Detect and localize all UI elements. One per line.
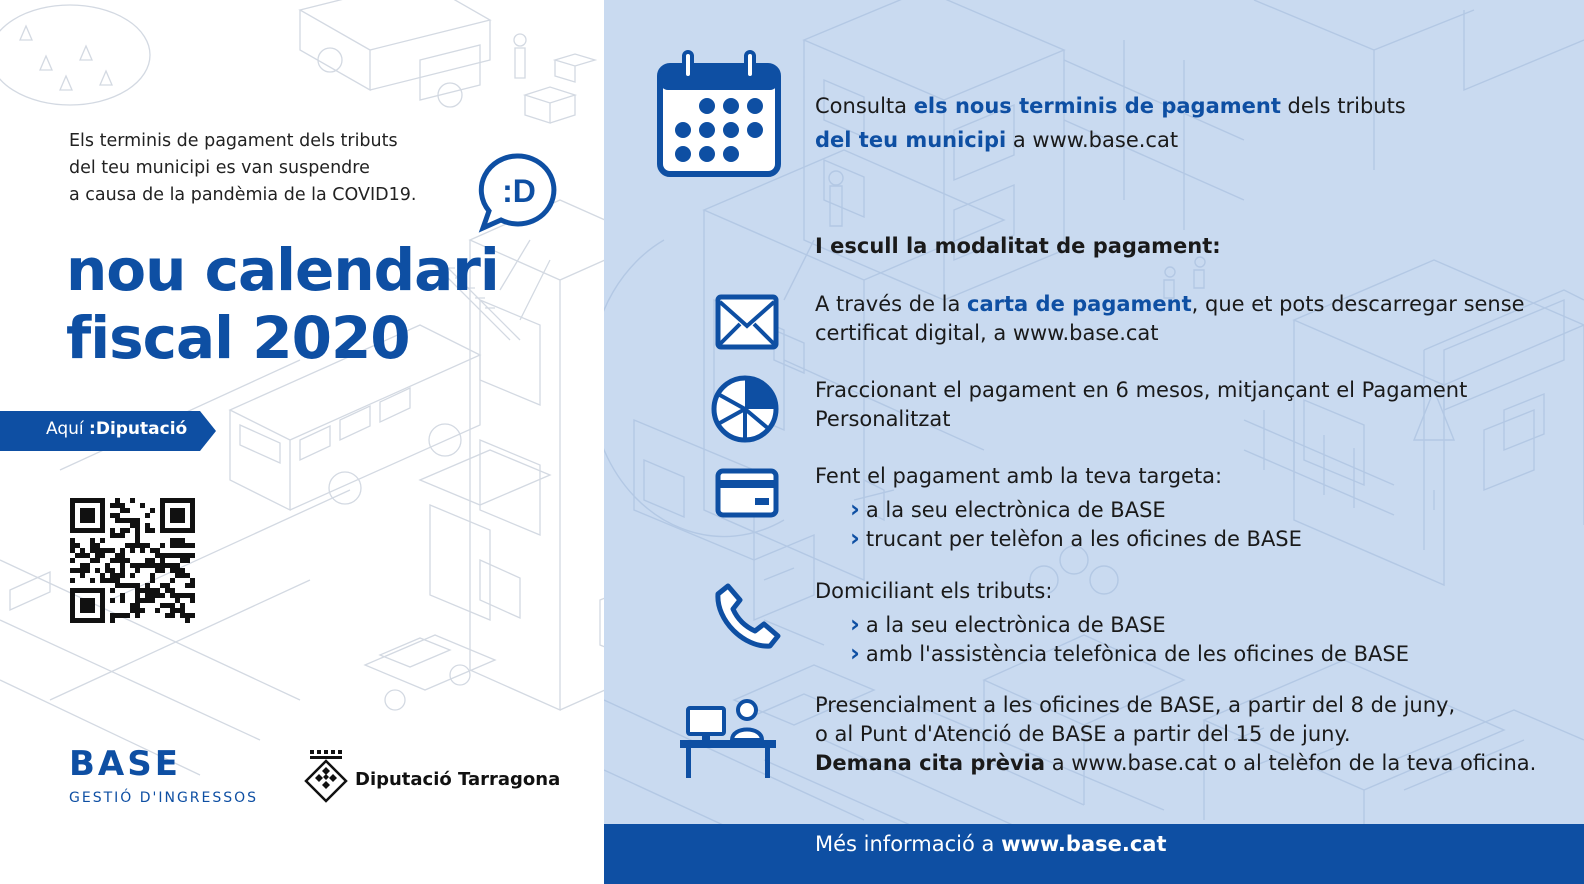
domiciliant-item: › a la seu electrònica de BASE — [850, 610, 1166, 640]
consulta-pre: Consulta — [815, 94, 914, 118]
title-line: nou calendari — [66, 236, 499, 304]
left-panel — [0, 0, 612, 884]
pie-chart-icon — [710, 374, 780, 444]
envelope-icon — [715, 294, 779, 350]
base-logo: BASE — [69, 744, 181, 784]
targeta-item: › a la seu electrònica de BASE — [850, 495, 1166, 525]
diputacio-name: Diputació Tarragona — [355, 769, 561, 790]
fraccionant-line-1: Fraccionant el pagament en 6 mesos, mitjançant el Pagament — [815, 378, 1468, 402]
presencial-line-1: Presencialment a les oficines de BASE, a partir del 8 de juny, — [815, 693, 1456, 717]
carta-post: , que et pots descarregar sense — [1191, 292, 1525, 316]
footer-pre: Més informació a — [815, 832, 1002, 856]
targeta-item: › trucant per telèfon a les oficines de BASE — [850, 524, 1302, 554]
cita-previa: Demana cita prèvia — [815, 751, 1046, 775]
modalitat-heading: I escull la modalitat de pagament: — [815, 234, 1221, 258]
consulta-line-1 — [815, 92, 1406, 121]
domiciliant-item: › amb l'assistència telefònica de les oficines de BASE — [850, 639, 1409, 669]
page-title — [66, 236, 499, 372]
intro-line: del teu municipi es van suspendre — [69, 158, 370, 178]
consulta-highlight: els nous terminis de pagament — [913, 94, 1281, 118]
intro-text — [69, 128, 429, 209]
intro-line: Els terminis de pagament dels tributs — [69, 131, 398, 151]
aqui-brand: :Diputació — [89, 419, 188, 439]
consulta-highlight-2: del teu municipi — [815, 128, 1007, 152]
office-desk-icon — [678, 698, 778, 780]
domiciliant-heading: Domiciliant els tributs: — [815, 579, 1053, 603]
carta-pre: A través de la — [815, 292, 968, 316]
aqui-diputacio-label — [46, 419, 187, 439]
chat-bubble-icon — [474, 152, 560, 234]
presencial-line-3 — [815, 749, 1536, 778]
fraccionant-line-2: Personalitzat — [815, 407, 951, 431]
carta-line-1 — [815, 290, 1525, 319]
targeta-heading: Fent el pagament amb la teva targeta: — [815, 464, 1223, 488]
calendar-icon — [656, 50, 782, 178]
qr-code[interactable] — [70, 498, 195, 623]
presencial-post: a www.base.cat o al telèfon de la teva oficina. — [1045, 751, 1537, 775]
consulta-line-2 — [815, 126, 1178, 155]
carta-line-2: certificat digital, a www.base.cat — [815, 321, 1159, 345]
intro-line: a causa de la pandèmia de la COVID19. — [69, 185, 417, 205]
presencial-line-2: o al Punt d'Atenció de BASE a partir del 15 de juny. — [815, 722, 1351, 746]
right-panel — [604, 0, 1584, 884]
phone-icon — [714, 582, 782, 650]
carta-highlight: carta de pagament — [967, 292, 1192, 316]
title-line: fiscal 2020 — [66, 304, 410, 372]
credit-card-icon — [715, 468, 779, 518]
base-subtitle: GESTIÓ D'INGRESSOS — [69, 790, 259, 806]
footer-info[interactable] — [815, 832, 1167, 856]
footer-link[interactable]: www.base.cat — [1001, 832, 1167, 856]
aqui-label: Aquí — [46, 419, 84, 439]
consulta-post: dels tributs — [1280, 94, 1406, 118]
bubble-text: :D — [502, 173, 536, 209]
diputacio-crest-icon — [304, 748, 348, 804]
consulta-post-2: a www.base.cat — [1006, 128, 1179, 152]
